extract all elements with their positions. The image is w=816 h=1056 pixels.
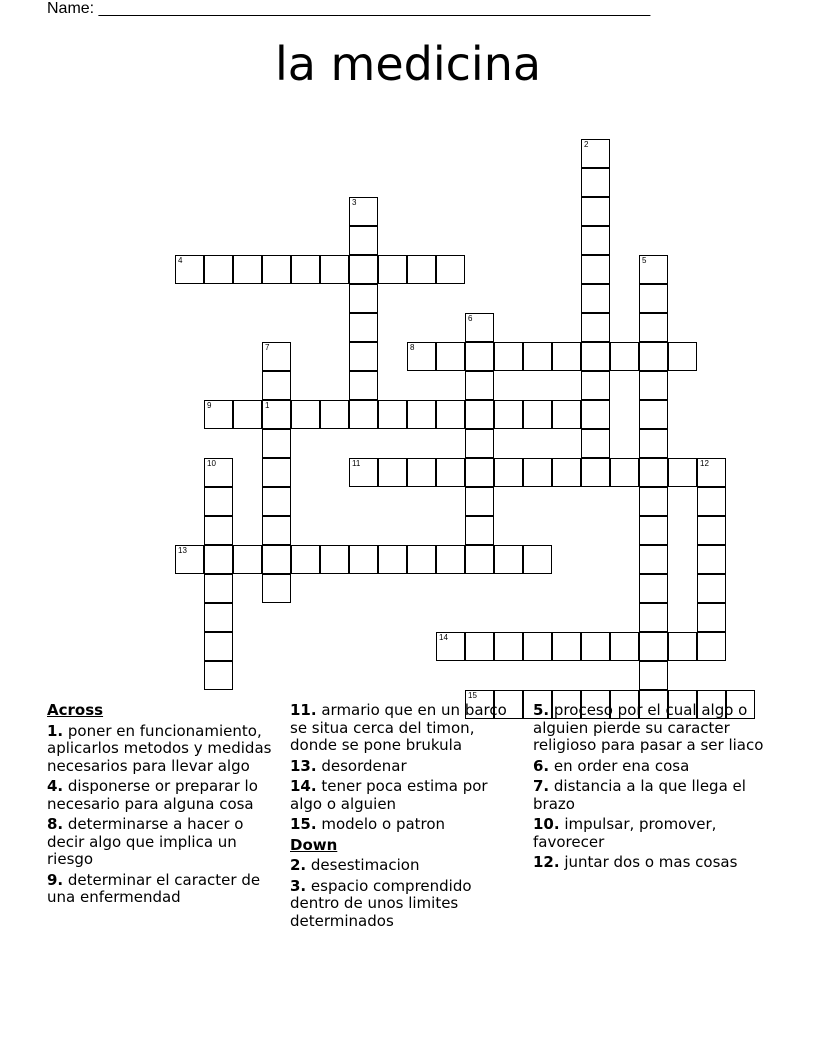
crossword-cell[interactable] [697, 574, 726, 603]
clue-num: 10. [533, 815, 560, 833]
clue-text: determinarse a hacer o decir algo que implica un riesgo [47, 815, 244, 868]
clue-text: disponerse or preparar lo necesario para alguna cosa [47, 777, 258, 813]
crossword-cell[interactable] [639, 284, 668, 313]
crossword-cell[interactable] [494, 545, 523, 574]
crossword-cell[interactable] [320, 255, 349, 284]
crossword-cell[interactable] [204, 545, 233, 574]
clue-item [533, 758, 773, 776]
crossword-cell[interactable] [378, 255, 407, 284]
crossword-cell[interactable] [407, 458, 436, 487]
crossword-cell[interactable] [262, 342, 291, 371]
crossword-cell[interactable] [581, 458, 610, 487]
crossword-cell[interactable] [349, 458, 378, 487]
clue-number: 10 [207, 459, 216, 468]
clue-text: armario que en un barco se situa cerca del timon, donde se pone brukula [290, 701, 507, 754]
clue-text: poner en funcionamiento, aplicarlos metodos y medidas necesarios para llevar algo [47, 721, 272, 775]
crossword-cell[interactable] [175, 255, 204, 284]
clue-text: distancia a la que llega el brazo [533, 777, 746, 813]
crossword-cell[interactable] [465, 429, 494, 458]
crossword-cell[interactable] [465, 313, 494, 342]
clue-number: 12 [700, 459, 709, 468]
crossword-cell[interactable] [291, 400, 320, 429]
clue-number: 5 [642, 256, 647, 265]
crossword-cell[interactable] [465, 342, 494, 371]
clue-item [290, 816, 516, 834]
crossword-cell[interactable] [639, 313, 668, 342]
crossword-cell[interactable] [233, 545, 262, 574]
crossword-cell[interactable] [639, 516, 668, 545]
clue-num: 2. [290, 856, 307, 874]
crossword-cell[interactable] [204, 661, 233, 690]
clue-num: 1. [47, 721, 64, 740]
crossword-cell[interactable] [494, 400, 523, 429]
clue-num: 12. [533, 853, 560, 871]
clue-text: desestimacion [306, 856, 420, 874]
crossword-cell[interactable] [204, 255, 233, 284]
crossword-cell[interactable] [378, 458, 407, 487]
crossword-cell[interactable] [262, 400, 291, 429]
crossword-cell[interactable] [581, 226, 610, 255]
clue-text: juntar dos o mas cosas [559, 853, 738, 871]
crossword-cell[interactable] [523, 400, 552, 429]
crossword-cell[interactable] [639, 371, 668, 400]
crossword-cell[interactable] [639, 429, 668, 458]
crossword-cell[interactable] [639, 458, 668, 487]
crossword-cell[interactable] [262, 545, 291, 574]
crossword-cell[interactable] [494, 458, 523, 487]
clue-number: 13 [178, 546, 187, 555]
crossword-cell[interactable] [581, 255, 610, 284]
crossword-cell[interactable] [668, 342, 697, 371]
clue-number: 8 [410, 343, 415, 352]
name-line[interactable]: Name: ______________________________________________________________ [47, 0, 651, 17]
clue-item [533, 854, 773, 872]
clue-text: en order ena cosa [549, 756, 690, 775]
crossword-cell[interactable] [465, 632, 494, 661]
crossword-cell[interactable] [523, 632, 552, 661]
clue-item [290, 758, 516, 776]
clue-num: 4. [47, 777, 64, 795]
crossword-cell[interactable] [436, 545, 465, 574]
clue-num: 14. [290, 777, 317, 795]
crossword-cell[interactable] [465, 400, 494, 429]
crossword-cell[interactable] [436, 632, 465, 661]
crossword-cell[interactable] [581, 313, 610, 342]
crossword-cell[interactable] [436, 458, 465, 487]
clue-number: 11 [352, 459, 361, 468]
crossword-cell[interactable] [465, 545, 494, 574]
crossword-cell[interactable] [204, 574, 233, 603]
crossword-cell[interactable] [349, 284, 378, 313]
crossword-cell[interactable] [204, 400, 233, 429]
crossword-cell[interactable] [523, 545, 552, 574]
clue-num: 9. [47, 870, 64, 889]
clue-item [290, 857, 516, 875]
crossword-cell[interactable] [697, 516, 726, 545]
crossword-cell[interactable] [465, 458, 494, 487]
crossword-cell[interactable] [581, 632, 610, 661]
crossword-cell[interactable] [610, 342, 639, 371]
clue-item [290, 878, 516, 931]
clue-item [533, 778, 773, 813]
crossword-cell[interactable] [378, 545, 407, 574]
crossword-cell[interactable] [349, 545, 378, 574]
clue-number: 1 [265, 401, 270, 410]
clue-item [290, 778, 516, 813]
crossword-cell[interactable] [204, 458, 233, 487]
crossword-cell[interactable] [465, 516, 494, 545]
clue-item [47, 778, 273, 813]
crossword-cell[interactable] [552, 458, 581, 487]
crossword-cell[interactable] [407, 255, 436, 284]
crossword-cell[interactable] [291, 545, 320, 574]
clue-text: impulsar, promover, favorecer [533, 815, 717, 851]
crossword-cell[interactable] [407, 545, 436, 574]
clue-text: tener poca estima por algo o alguien [290, 777, 488, 813]
crossword-cell[interactable] [349, 313, 378, 342]
crossword-cell[interactable] [610, 458, 639, 487]
clue-number: 14 [439, 633, 448, 642]
crossword-cell[interactable] [349, 197, 378, 226]
crossword-cell[interactable] [465, 371, 494, 400]
crossword-cell[interactable] [494, 632, 523, 661]
crossword-cell[interactable] [610, 632, 639, 661]
crossword-cell[interactable] [581, 429, 610, 458]
crossword-cell[interactable] [378, 400, 407, 429]
clue-num: 7. [533, 777, 550, 795]
crossword-cell[interactable] [639, 632, 668, 661]
crossword-cell[interactable] [320, 545, 349, 574]
crossword-cell[interactable] [291, 255, 320, 284]
crossword-cell[interactable] [436, 342, 465, 371]
clue-item [533, 816, 773, 851]
clues-column-1 [47, 702, 273, 910]
crossword-cell[interactable] [697, 545, 726, 574]
crossword-cell[interactable] [639, 545, 668, 574]
crossword-cell[interactable] [233, 400, 262, 429]
crossword-cell[interactable] [204, 632, 233, 661]
crossword-cell[interactable] [349, 400, 378, 429]
clues-column-2 [290, 702, 516, 933]
crossword-cell[interactable] [407, 342, 436, 371]
clue-number: 7 [265, 343, 270, 352]
crossword-cell[interactable] [581, 197, 610, 226]
crossword-cell[interactable] [262, 516, 291, 545]
crossword-cell[interactable] [262, 458, 291, 487]
page-title: la medicina [274, 37, 542, 91]
crossword-cell[interactable] [639, 661, 668, 690]
clue-text: determinar el caracter de una enfermendad [47, 870, 261, 906]
clue-number: 15 [468, 691, 477, 700]
clue-item [533, 702, 773, 755]
crossword-cell[interactable] [639, 400, 668, 429]
crossword-cell[interactable] [233, 255, 262, 284]
clue-number: 2 [584, 140, 589, 149]
crossword-cell[interactable] [581, 371, 610, 400]
crossword-cell[interactable] [697, 487, 726, 516]
crossword-cell[interactable] [320, 400, 349, 429]
crossword-cell[interactable] [552, 342, 581, 371]
crossword-cell[interactable] [668, 458, 697, 487]
crossword-cell[interactable] [697, 632, 726, 661]
clue-text: espacio comprendido dentro de unos limites determinados [290, 876, 472, 930]
across-heading: Across [47, 701, 104, 719]
crossword-cell[interactable] [639, 487, 668, 516]
clue-num: 11. [290, 701, 317, 719]
crossword-cell[interactable] [262, 429, 291, 458]
crossword-cell[interactable] [204, 603, 233, 632]
crossword-cell[interactable] [581, 342, 610, 371]
crossword-cell[interactable] [697, 458, 726, 487]
crossword-cell[interactable] [639, 603, 668, 632]
crossword-cell[interactable] [436, 255, 465, 284]
crossword-cell[interactable] [175, 545, 204, 574]
crossword-cell[interactable] [581, 168, 610, 197]
crossword-cell[interactable] [349, 255, 378, 284]
crossword-cell[interactable] [581, 400, 610, 429]
crossword-cell[interactable] [262, 574, 291, 603]
crossword-cell[interactable] [262, 371, 291, 400]
crossword-cell[interactable] [465, 487, 494, 516]
crossword-cell[interactable] [262, 255, 291, 284]
crossword-cell[interactable] [668, 632, 697, 661]
clue-number: 9 [207, 401, 212, 410]
crossword-cell[interactable] [494, 342, 523, 371]
clue-text: desordenar [316, 756, 407, 775]
clue-num: 15. [290, 815, 317, 833]
crossword-cell[interactable] [349, 226, 378, 255]
crossword-cell[interactable] [262, 487, 291, 516]
crossword-cell[interactable] [581, 284, 610, 313]
clue-item [290, 702, 516, 755]
crossword-cell[interactable] [523, 342, 552, 371]
crossword-cell[interactable] [639, 574, 668, 603]
clue-num: 3. [290, 876, 307, 895]
clue-text: modelo o patron [316, 815, 446, 833]
clue-item [47, 816, 273, 869]
clue-item [47, 872, 273, 907]
clue-number: 4 [178, 256, 183, 265]
clue-item [47, 723, 273, 776]
crossword-cell[interactable] [204, 516, 233, 545]
clues-column-3 [533, 702, 773, 875]
clue-number: 3 [352, 198, 357, 207]
crossword-cell[interactable] [436, 400, 465, 429]
clue-number: 6 [468, 314, 473, 323]
crossword-cell[interactable] [639, 342, 668, 371]
clue-text: proceso por el cual algo o alguien pierde su caracter religioso para pasar a ser liaco [533, 701, 764, 754]
down-heading: Down [290, 835, 338, 854]
clue-num: 6. [533, 756, 550, 775]
crossword-cell[interactable] [349, 342, 378, 371]
crossword-cell[interactable] [639, 255, 668, 284]
crossword-cell[interactable] [204, 487, 233, 516]
clue-num: 8. [47, 815, 64, 833]
crossword-cell[interactable] [697, 603, 726, 632]
crossword-cell[interactable] [407, 400, 436, 429]
clue-num: 13. [290, 756, 317, 775]
crossword-cell[interactable] [349, 371, 378, 400]
crossword-cell[interactable] [552, 632, 581, 661]
crossword-cell[interactable] [581, 139, 610, 168]
clue-num: 5. [533, 701, 550, 719]
crossword-cell[interactable] [552, 400, 581, 429]
crossword-cell[interactable] [523, 458, 552, 487]
